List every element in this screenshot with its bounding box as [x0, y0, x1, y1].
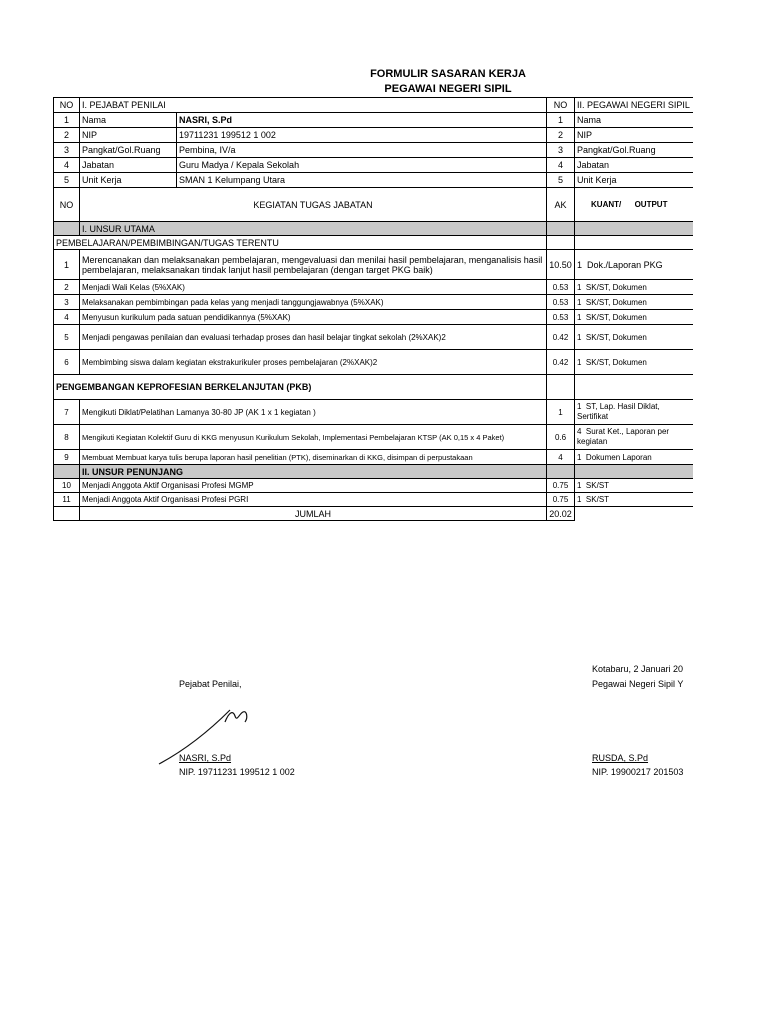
jumlah-value: 20.02	[547, 507, 575, 521]
section-row	[54, 222, 694, 236]
ak-header: AK	[547, 188, 575, 222]
identity-row: 4 Jabatan Guru Madya / Kepala Sekolah 4 Jabatan	[54, 158, 694, 173]
identity-row: 3 Pangkat/Gol.Ruang Pembina, IV/a 3 Pangkat/Gol.Ruang	[54, 143, 694, 158]
identity-row: 2 NIP 19711231 199512 1 002 2 NIP	[54, 128, 694, 143]
table-row: 7 Mengikuti Diklat/Pelatihan Lamanya 30-80 JP (AK 1 x 1 kegiatan ) 1 1 ST, Lap. Hasil Diklat, Sertifikat	[54, 400, 694, 425]
pejabat-unit-kerja: SMAN 1 Kelumpang Utara	[177, 173, 547, 188]
table-row: 1 Merencanakan dan melaksanakan pembelajaran, mengevaluasi dan menilai hasil pembelajaran, menganalisis hasil pembelajaran, melaksanakan tindak lanjut hasil pembelajaran (dengan target PKG baik) 10.50 1 Dok./Laporan PKG	[54, 250, 694, 280]
form-subtitle: PEGAWAI NEGERI SIPIL	[384, 83, 512, 95]
identity-header-row	[54, 98, 694, 113]
right-signer-name: RUSDA, S.Pd	[592, 753, 649, 763]
pejabat-section-title: I. PEJABAT PENILAI	[80, 98, 547, 113]
section-pkb: PENGEMBANGAN KEPROFESIAN BERKELANJUTAN (PKB)	[54, 375, 547, 400]
identity-row: 5 Unit Kerja SMAN 1 Kelumpang Utara 5 Unit Kerja	[54, 173, 694, 188]
no-header: NO	[54, 188, 80, 222]
section-pembelajaran: PEMBELAJARAN/PEMBIMBINGAN/TUGAS TERENTU	[54, 236, 547, 250]
left-signer-nip: NIP. 19711231 199512 1 002	[179, 767, 295, 777]
form-sheet	[53, 97, 693, 529]
identity-row: 1 Nama NASRI, S.Pd 1 Nama	[54, 113, 694, 128]
no-header: NO	[547, 98, 575, 113]
table-row: 11 Menjadi Anggota Aktif Organisasi Profesi PGRI 0.75 1 SK/ST	[54, 493, 694, 507]
right-signer-title: Pegawai Negeri Sipil Y	[592, 679, 684, 689]
place-date: Kotabaru, 2 Januari 20	[592, 664, 684, 674]
table-row: 9 Membuat Membuat karya tulis berupa laporan hasil penelitian (PTK), diseminarkan di KKG, disimpan di perpustakaan 4 1 Dokumen Laporan	[54, 450, 694, 465]
pejabat-nama: NASRI, S.Pd	[177, 113, 547, 128]
table-row: 4 Menyusun kurikulum pada satuan pendidikannya (5%XAK) 0.53 1 SK/ST, Dokumen	[54, 310, 694, 325]
left-signer-name: NASRI, S.Pd	[179, 753, 232, 763]
table-row: 10 Menjadi Anggota Aktif Organisasi Profesi MGMP 0.75 1 SK/ST	[54, 479, 694, 493]
table-row: 5 Menjadi pengawas penilaian dan evaluasi terhadap proses dan hasil belajar tingkat sekolah (2%XAK)2 0.42 1 SK/ST, Dokumen	[54, 325, 694, 350]
jumlah-label: JUMLAH	[80, 507, 547, 521]
activity-header-row	[54, 188, 694, 222]
left-signer-title: Pejabat Penilai,	[179, 679, 242, 689]
right-signer-nip: NIP. 19900217 201503	[592, 767, 684, 777]
no-header: NO	[54, 98, 80, 113]
pegawai-section-title: II. PEGAWAI NEGERI SIPIL	[575, 98, 693, 113]
total-row	[54, 507, 694, 521]
table-row: 8 Mengikuti Kegiatan Kolektif Guru di KKG menyusun Kurikulum Sekolah, Implementasi Pembelajaran KTSP (AK 0,15 x 4 Paket) 0.6 4 Surat Ket., Laporan per kegiatan	[54, 425, 694, 450]
pejabat-pangkat: Pembina, IV/a	[177, 143, 547, 158]
section-row	[54, 465, 694, 479]
kuant-output-header: KUANT/ OUTPUT	[575, 188, 693, 222]
form-title: FORMULIR SASARAN KERJA	[370, 68, 526, 80]
pejabat-jabatan: Guru Madya / Kepala Sekolah	[177, 158, 547, 173]
kegiatan-header: KEGIATAN TUGAS JABATAN	[80, 188, 547, 222]
table-row: 6 Membimbing siswa dalam kegiatan ekstrakurikuler proses pembelajaran (2%XAK)2 0.42 1 SK/ST, Dokumen	[54, 350, 694, 375]
table-row: 3 Melaksanakan pembimbingan pada kelas yang menjadi tanggungjawabnya (5%XAK) 0.53 1 SK/ST, Dokumen	[54, 295, 694, 310]
section-penunjang: II. UNSUR PENUNJANG	[80, 465, 547, 479]
pejabat-nip: 19711231 199512 1 002	[177, 128, 547, 143]
section-row	[54, 375, 694, 400]
table-row: 2 Menjadi Wali Kelas (5%XAK) 0.53 1 SK/ST, Dokumen	[54, 280, 694, 295]
section-row	[54, 236, 694, 250]
section-utama: I. UNSUR UTAMA	[80, 222, 547, 236]
skp-table	[53, 97, 693, 521]
